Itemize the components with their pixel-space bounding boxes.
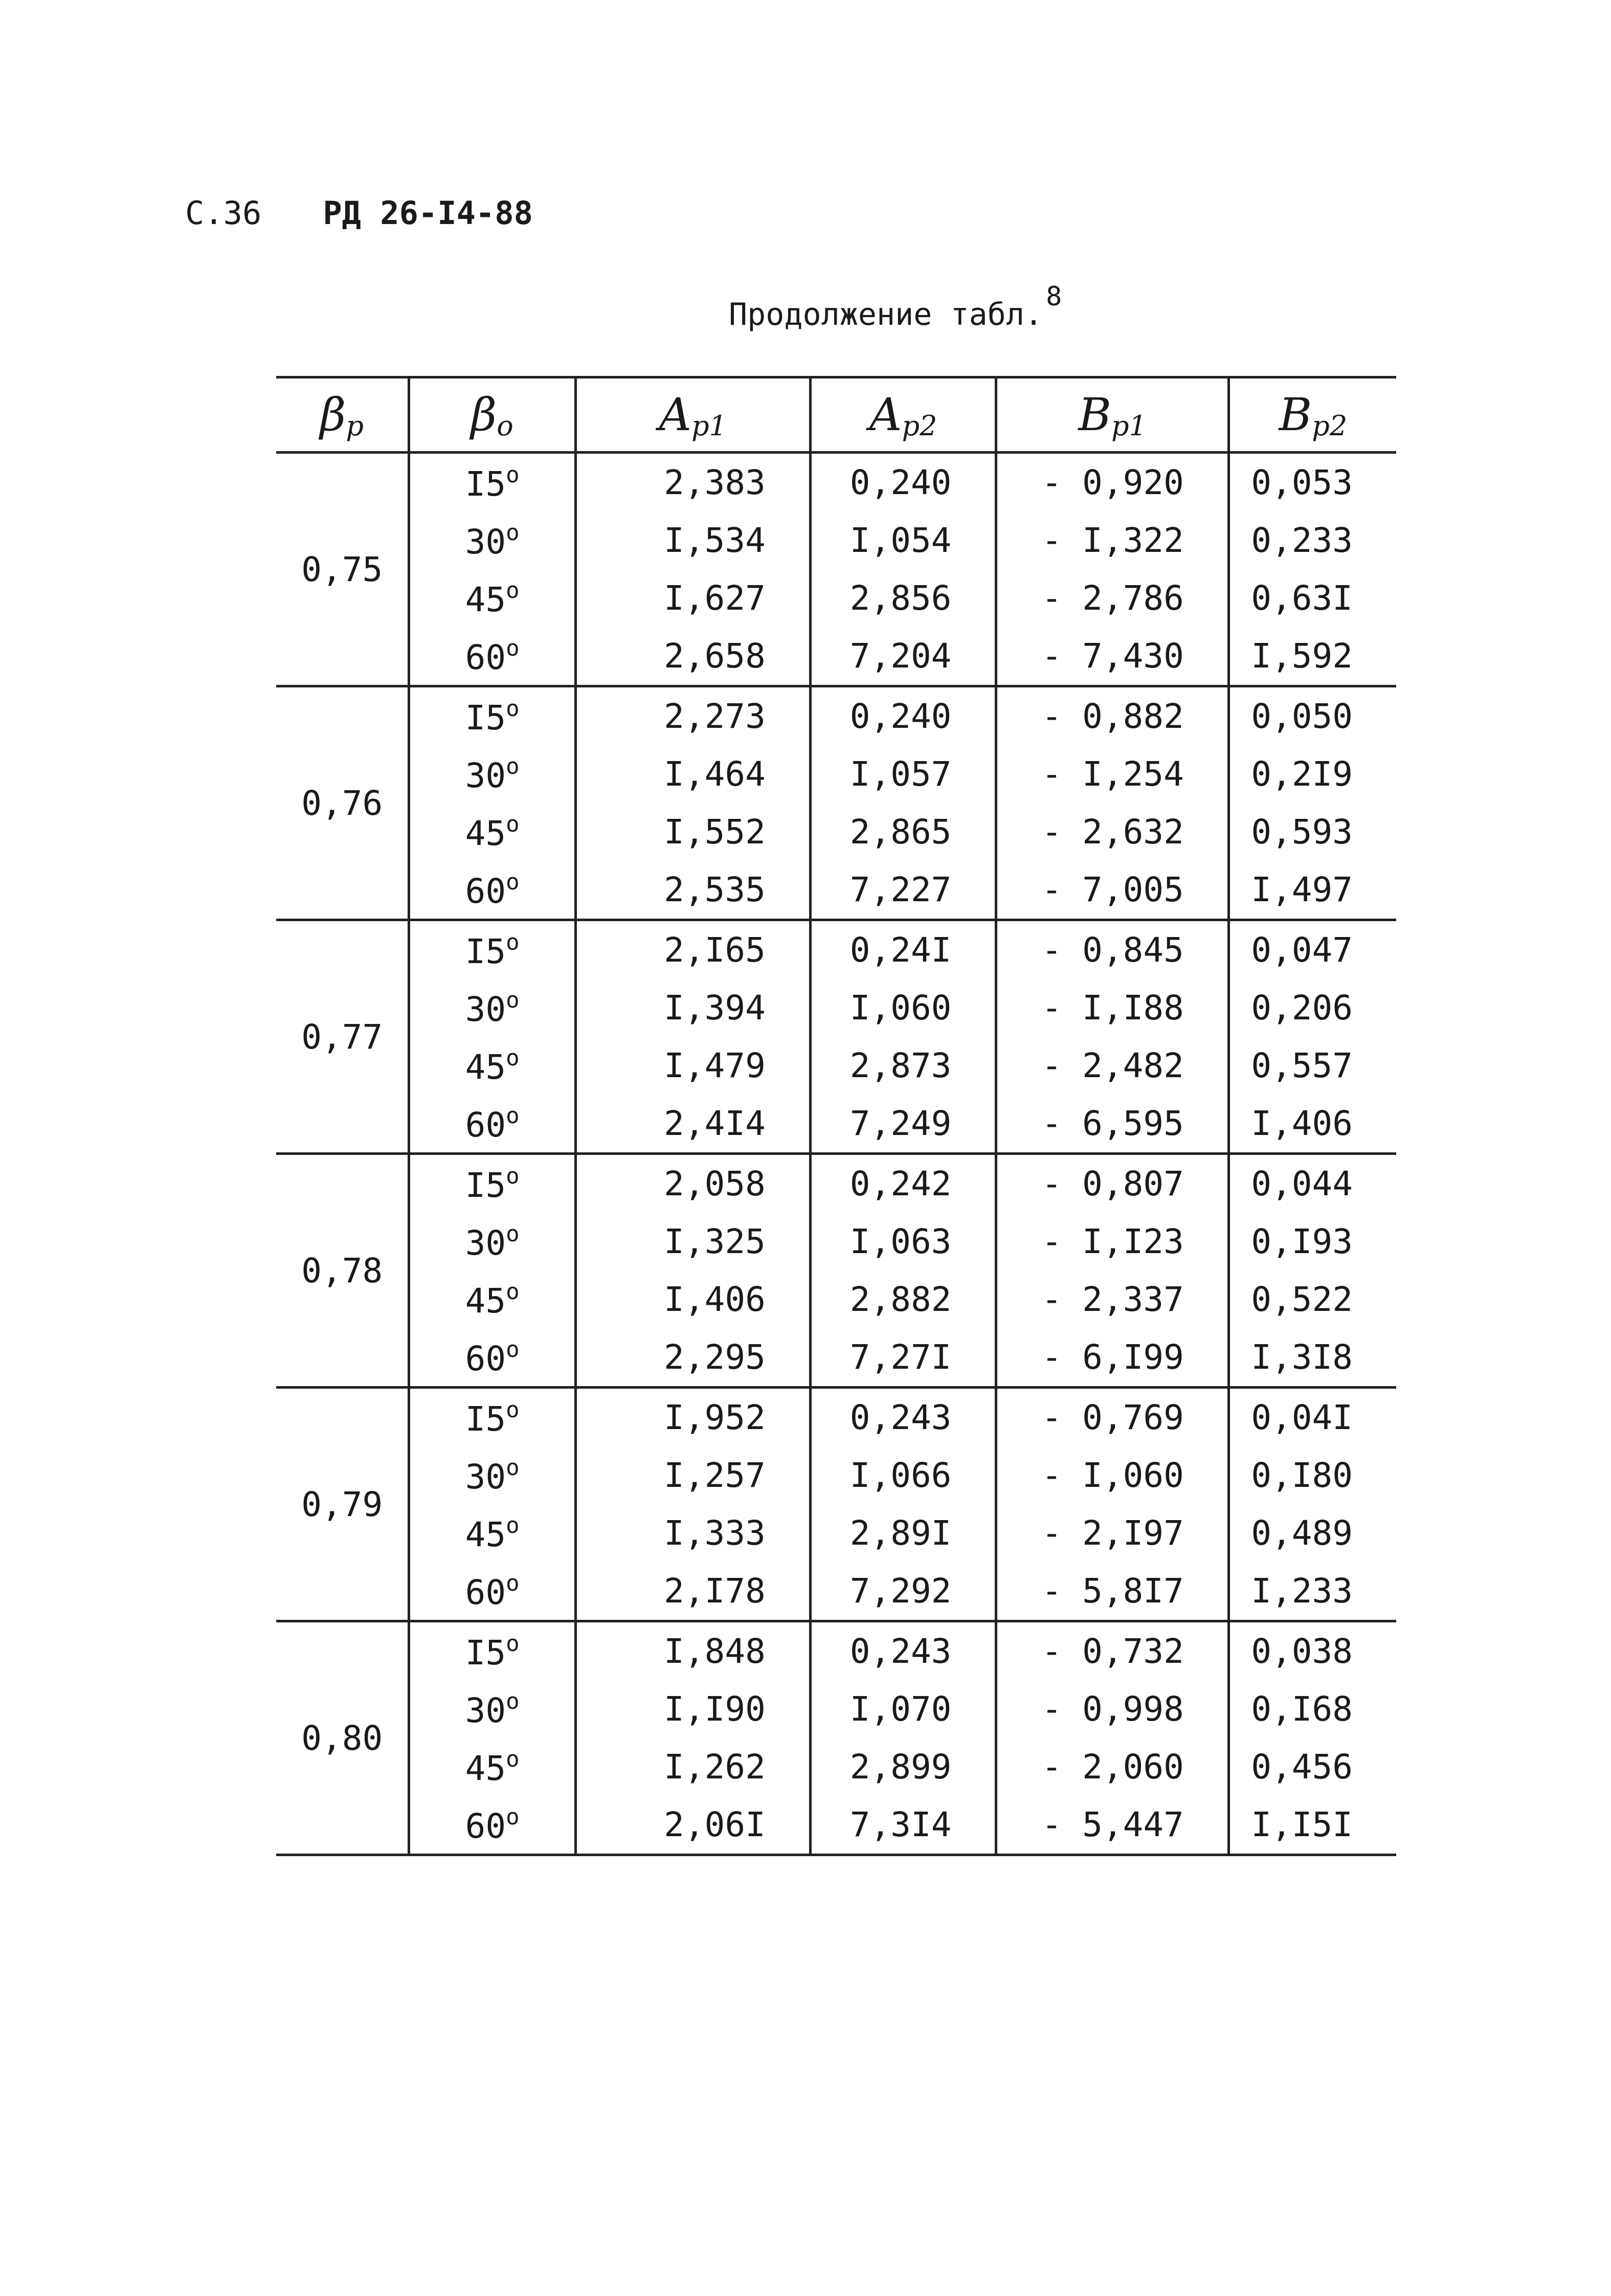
angle-value: 60 bbox=[465, 1572, 506, 1612]
table-body bbox=[276, 453, 1396, 1855]
beta-o-angle bbox=[409, 1796, 575, 1855]
degree-symbol: o bbox=[506, 1220, 520, 1247]
table-row bbox=[276, 1562, 1396, 1621]
header-beta-p-symbol: β bbox=[320, 388, 346, 441]
header-b-p1 bbox=[996, 377, 1228, 453]
beta-p-value: 0,79 bbox=[276, 1388, 409, 1621]
beta-o-angle bbox=[409, 627, 575, 686]
table-row bbox=[276, 1446, 1396, 1504]
degree-symbol: o bbox=[506, 1688, 520, 1714]
b-p1-value: - I,I88 bbox=[996, 979, 1228, 1037]
a-p2-value: 2,882 bbox=[810, 1270, 996, 1328]
degree-symbol: o bbox=[506, 1336, 520, 1363]
header-beta-o-subscript: o bbox=[497, 409, 513, 442]
a-p1-value: 2,058 bbox=[575, 1154, 810, 1213]
beta-o-angle bbox=[409, 1154, 575, 1213]
header-a-p2-symbol: A bbox=[869, 388, 902, 441]
beta-o-angle bbox=[409, 1621, 575, 1681]
beta-o-angle bbox=[409, 1504, 575, 1562]
degree-symbol: o bbox=[506, 1512, 520, 1539]
a-p1-value: 2,4I4 bbox=[575, 1095, 810, 1154]
degree-symbol: o bbox=[506, 1102, 520, 1129]
page-number: С.36 bbox=[185, 194, 262, 232]
header-a-p2-subscript: p2 bbox=[902, 409, 937, 442]
b-p2-value: 0,I80 bbox=[1228, 1446, 1396, 1504]
beta-p-value: 0,78 bbox=[276, 1154, 409, 1388]
b-p2-value: 0,038 bbox=[1228, 1621, 1396, 1681]
b-p1-value: - 7,005 bbox=[996, 861, 1228, 920]
a-p1-value: I,534 bbox=[575, 511, 810, 569]
beta-o-angle bbox=[409, 569, 575, 627]
a-p2-value: 2,899 bbox=[810, 1738, 996, 1796]
b-p2-value: 0,053 bbox=[1228, 453, 1396, 512]
angle-value: 60 bbox=[465, 637, 506, 677]
degree-symbol: o bbox=[506, 1396, 520, 1423]
angle-value: 30 bbox=[465, 1457, 506, 1497]
b-p1-value: - 6,I99 bbox=[996, 1328, 1228, 1388]
a-p1-value: I,325 bbox=[575, 1213, 810, 1270]
angle-value: 45 bbox=[465, 579, 506, 619]
b-p1-value: - 2,482 bbox=[996, 1037, 1228, 1095]
degree-symbol: o bbox=[506, 929, 520, 955]
table-row bbox=[276, 920, 1396, 979]
angle-value: 60 bbox=[465, 1806, 506, 1846]
table-header-row bbox=[276, 377, 1396, 453]
table-row bbox=[276, 1328, 1396, 1388]
table-row bbox=[276, 686, 1396, 746]
header-b-p1-symbol: B bbox=[1078, 388, 1111, 441]
a-p2-value: 0,242 bbox=[810, 1154, 996, 1213]
b-p1-value: - 2,I97 bbox=[996, 1504, 1228, 1562]
table-row bbox=[276, 861, 1396, 920]
beta-o-angle bbox=[409, 1388, 575, 1447]
a-p2-value: 7,292 bbox=[810, 1562, 996, 1621]
table-row bbox=[276, 569, 1396, 627]
degree-symbol: o bbox=[506, 1044, 520, 1071]
a-p2-value: 7,3I4 bbox=[810, 1796, 996, 1855]
b-p2-value: I,233 bbox=[1228, 1562, 1396, 1621]
header-beta-o bbox=[409, 377, 575, 453]
table-row bbox=[276, 745, 1396, 803]
degree-symbol: o bbox=[506, 1630, 520, 1657]
a-p1-value: I,394 bbox=[575, 979, 810, 1037]
b-p1-value: - 2,632 bbox=[996, 803, 1228, 861]
angle-value: I5 bbox=[465, 1165, 506, 1205]
table-row bbox=[276, 979, 1396, 1037]
header-a-p1-subscript: p1 bbox=[691, 409, 727, 442]
b-p1-value: - 0,732 bbox=[996, 1621, 1228, 1681]
header-b-p2-subscript: p2 bbox=[1312, 409, 1348, 442]
angle-value: 45 bbox=[465, 1281, 506, 1321]
b-p2-value: 0,050 bbox=[1228, 686, 1396, 746]
a-p1-value: 2,658 bbox=[575, 627, 810, 686]
b-p1-value: - I,060 bbox=[996, 1446, 1228, 1504]
table-row bbox=[276, 1213, 1396, 1270]
table-row bbox=[276, 803, 1396, 861]
a-p2-value: I,063 bbox=[810, 1213, 996, 1270]
b-p1-value: - 0,769 bbox=[996, 1388, 1228, 1447]
a-p2-value: 0,240 bbox=[810, 453, 996, 512]
b-p2-value: 0,206 bbox=[1228, 979, 1396, 1037]
a-p2-value: I,060 bbox=[810, 979, 996, 1037]
table-row bbox=[276, 1154, 1396, 1213]
b-p1-value: - I,254 bbox=[996, 745, 1228, 803]
b-p2-value: 0,456 bbox=[1228, 1738, 1396, 1796]
header-a-p2 bbox=[810, 377, 996, 453]
table-row bbox=[276, 453, 1396, 512]
b-p2-value: I,592 bbox=[1228, 627, 1396, 686]
angle-value: 60 bbox=[465, 1105, 506, 1145]
beta-o-angle bbox=[409, 1680, 575, 1738]
b-p1-value: - 5,8I7 bbox=[996, 1562, 1228, 1621]
table-row bbox=[276, 1680, 1396, 1738]
beta-o-angle bbox=[409, 1328, 575, 1388]
a-p2-value: 0,243 bbox=[810, 1621, 996, 1681]
table-row bbox=[276, 511, 1396, 569]
beta-o-angle bbox=[409, 1738, 575, 1796]
a-p1-value: I,I90 bbox=[575, 1680, 810, 1738]
degree-symbol: o bbox=[506, 577, 520, 604]
a-p2-value: I,057 bbox=[810, 745, 996, 803]
b-p1-value: - 0,998 bbox=[996, 1680, 1228, 1738]
angle-value: 60 bbox=[465, 871, 506, 911]
degree-symbol: o bbox=[506, 811, 520, 837]
table-row bbox=[276, 1621, 1396, 1681]
a-p2-value: I,054 bbox=[810, 511, 996, 569]
a-p2-value: 0,243 bbox=[810, 1388, 996, 1447]
beta-o-angle bbox=[409, 1037, 575, 1095]
b-p2-value: 0,I68 bbox=[1228, 1680, 1396, 1738]
b-p1-value: - 0,807 bbox=[996, 1154, 1228, 1213]
b-p1-value: - 2,337 bbox=[996, 1270, 1228, 1328]
degree-symbol: o bbox=[506, 1746, 520, 1772]
degree-symbol: o bbox=[506, 1163, 520, 1189]
beta-o-angle bbox=[409, 803, 575, 861]
a-p1-value: I,262 bbox=[575, 1738, 810, 1796]
angle-value: 30 bbox=[465, 522, 506, 562]
header-b-p2 bbox=[1228, 377, 1396, 453]
degree-symbol: o bbox=[506, 1570, 520, 1596]
b-p1-value: - I,322 bbox=[996, 511, 1228, 569]
a-p1-value: I,552 bbox=[575, 803, 810, 861]
b-p2-value: 0,04I bbox=[1228, 1388, 1396, 1447]
table-row bbox=[276, 1388, 1396, 1447]
beta-o-angle bbox=[409, 453, 575, 512]
degree-symbol: o bbox=[506, 753, 520, 779]
b-p2-value: 0,593 bbox=[1228, 803, 1396, 861]
b-p2-value: 0,489 bbox=[1228, 1504, 1396, 1562]
angle-value: 45 bbox=[465, 1748, 506, 1788]
header-a-p1 bbox=[575, 377, 810, 453]
b-p2-value: 0,63I bbox=[1228, 569, 1396, 627]
a-p2-value: I,070 bbox=[810, 1680, 996, 1738]
table-row bbox=[276, 1270, 1396, 1328]
degree-symbol: o bbox=[506, 868, 520, 895]
a-p2-value: 2,89I bbox=[810, 1504, 996, 1562]
a-p1-value: 2,295 bbox=[575, 1328, 810, 1388]
degree-symbol: o bbox=[506, 987, 520, 1013]
degree-symbol: o bbox=[506, 635, 520, 661]
a-p2-value: 7,227 bbox=[810, 861, 996, 920]
angle-value: I5 bbox=[465, 464, 506, 504]
beta-o-angle bbox=[409, 1095, 575, 1154]
degree-symbol: o bbox=[506, 1278, 520, 1305]
a-p2-value: 0,240 bbox=[810, 686, 996, 746]
b-p2-value: 0,047 bbox=[1228, 920, 1396, 979]
beta-o-angle bbox=[409, 861, 575, 920]
table-row bbox=[276, 1504, 1396, 1562]
table-row bbox=[276, 1796, 1396, 1855]
document-code: РД 26-I4-88 bbox=[323, 194, 533, 232]
header-beta-o-symbol: β bbox=[471, 388, 497, 441]
a-p2-value: 7,204 bbox=[810, 627, 996, 686]
angle-value: I5 bbox=[465, 1399, 506, 1439]
a-p2-value: 2,865 bbox=[810, 803, 996, 861]
angle-value: 30 bbox=[465, 1223, 506, 1263]
a-p1-value: 2,535 bbox=[575, 861, 810, 920]
caption-table-number: 8 bbox=[1046, 281, 1062, 312]
a-p2-value: 2,856 bbox=[810, 569, 996, 627]
page-header bbox=[185, 194, 533, 232]
coefficients-table bbox=[276, 376, 1396, 1856]
b-p1-value: - I,I23 bbox=[996, 1213, 1228, 1270]
a-p2-value: 7,27I bbox=[810, 1328, 996, 1388]
beta-o-angle bbox=[409, 1213, 575, 1270]
b-p1-value: - 2,060 bbox=[996, 1738, 1228, 1796]
beta-p-value: 0,75 bbox=[276, 453, 409, 686]
b-p1-value: - 0,920 bbox=[996, 453, 1228, 512]
a-p2-value: 2,873 bbox=[810, 1037, 996, 1095]
caption-text: Продолжение табл. bbox=[729, 297, 1043, 332]
a-p1-value: I,257 bbox=[575, 1446, 810, 1504]
b-p2-value: 0,233 bbox=[1228, 511, 1396, 569]
angle-value: I5 bbox=[465, 1633, 506, 1673]
a-p1-value: 2,06I bbox=[575, 1796, 810, 1855]
angle-value: 45 bbox=[465, 1514, 506, 1554]
a-p1-value: 2,273 bbox=[575, 686, 810, 746]
angle-value: 30 bbox=[465, 755, 506, 795]
b-p2-value: I,497 bbox=[1228, 861, 1396, 920]
a-p2-value: 0,24I bbox=[810, 920, 996, 979]
degree-symbol: o bbox=[506, 1803, 520, 1830]
a-p2-value: 7,249 bbox=[810, 1095, 996, 1154]
angle-value: 30 bbox=[465, 1690, 506, 1730]
b-p2-value: 0,557 bbox=[1228, 1037, 1396, 1095]
table-row bbox=[276, 627, 1396, 686]
b-p1-value: - 7,430 bbox=[996, 627, 1228, 686]
beta-o-angle bbox=[409, 1562, 575, 1621]
table-row bbox=[276, 1037, 1396, 1095]
b-p1-value: - 5,447 bbox=[996, 1796, 1228, 1855]
beta-p-value: 0,76 bbox=[276, 686, 409, 920]
angle-value: I5 bbox=[465, 698, 506, 738]
header-b-p1-subscript: p1 bbox=[1111, 409, 1147, 442]
a-p1-value: I,406 bbox=[575, 1270, 810, 1328]
header-beta-p bbox=[276, 377, 409, 453]
a-p1-value: I,848 bbox=[575, 1621, 810, 1681]
beta-o-angle bbox=[409, 1270, 575, 1328]
angle-value: 45 bbox=[465, 813, 506, 853]
angle-value: 45 bbox=[465, 1047, 506, 1087]
a-p1-value: I,627 bbox=[575, 569, 810, 627]
header-a-p1-symbol: A bbox=[659, 388, 692, 441]
beta-p-value: 0,80 bbox=[276, 1621, 409, 1855]
degree-symbol: o bbox=[506, 1454, 520, 1481]
table-row bbox=[276, 1738, 1396, 1796]
b-p2-value: 0,2I9 bbox=[1228, 745, 1396, 803]
beta-o-angle bbox=[409, 920, 575, 979]
a-p1-value: I,479 bbox=[575, 1037, 810, 1095]
header-b-p2-symbol: B bbox=[1279, 388, 1312, 441]
angle-value: I5 bbox=[465, 931, 506, 971]
angle-value: 30 bbox=[465, 989, 506, 1029]
beta-o-angle bbox=[409, 511, 575, 569]
b-p1-value: - 2,786 bbox=[996, 569, 1228, 627]
a-p1-value: 2,I78 bbox=[575, 1562, 810, 1621]
degree-symbol: o bbox=[506, 461, 520, 488]
degree-symbol: o bbox=[506, 519, 520, 546]
beta-p-value: 0,77 bbox=[276, 920, 409, 1154]
b-p2-value: 0,I93 bbox=[1228, 1213, 1396, 1270]
beta-o-angle bbox=[409, 1446, 575, 1504]
angle-value: 60 bbox=[465, 1339, 506, 1378]
b-p1-value: - 6,595 bbox=[996, 1095, 1228, 1154]
b-p2-value: I,406 bbox=[1228, 1095, 1396, 1154]
b-p1-value: - 0,882 bbox=[996, 686, 1228, 746]
b-p2-value: 0,044 bbox=[1228, 1154, 1396, 1213]
a-p1-value: I,952 bbox=[575, 1388, 810, 1447]
b-p2-value: 0,522 bbox=[1228, 1270, 1396, 1328]
beta-o-angle bbox=[409, 686, 575, 746]
a-p1-value: 2,I65 bbox=[575, 920, 810, 979]
a-p1-value: 2,383 bbox=[575, 453, 810, 512]
a-p2-value: I,066 bbox=[810, 1446, 996, 1504]
a-p1-value: I,464 bbox=[575, 745, 810, 803]
beta-o-angle bbox=[409, 745, 575, 803]
b-p2-value: I,3I8 bbox=[1228, 1328, 1396, 1388]
table-caption bbox=[729, 281, 1062, 332]
table-row bbox=[276, 1095, 1396, 1154]
b-p1-value: - 0,845 bbox=[996, 920, 1228, 979]
beta-o-angle bbox=[409, 979, 575, 1037]
b-p2-value: I,I5I bbox=[1228, 1796, 1396, 1855]
header-beta-p-subscript: p bbox=[346, 409, 364, 442]
degree-symbol: o bbox=[506, 695, 520, 722]
a-p1-value: I,333 bbox=[575, 1504, 810, 1562]
